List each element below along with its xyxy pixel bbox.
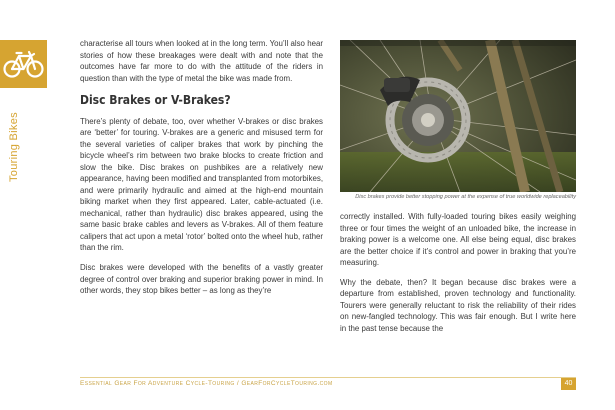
section-label-text: Touring Bikes [8,112,20,182]
footer-divider [80,377,576,378]
disc-brake-photo [340,40,576,192]
bicycle-icon [3,48,44,80]
body-paragraph: Why the debate, then? It began because disc brakes were a departure from established, proven technology and functionality. Tourers were generally reluctant to risk the reliability of their rides on new-fangled technology. This was fair enough. But I write here in the past tense because the [340,277,576,333]
section-label [0,92,47,182]
intro-paragraph: characterise all tours when looked at in the long term. You’ll also hear stories of how these breakages were dealt with and note that the outcomes have far more to do with the attitude of the riders in question than with the type of metal the bike was made from. [80,39,323,83]
section-tab [0,40,47,88]
page-number: 40 [561,378,576,390]
body-paragraph: There’s plenty of debate, too, over whether V-brakes or disc brakes are ‘better’ for touring. V-brakes are a generic and misused term for the several varieties of caliper brakes that work by pinching the bicycle wheel’s rim between two brake blocks to create friction and slow the bike. Disc brakes on pushbikes are a relatively new appearance, having been modified and transplanted from motorbikes, and were primarily hydraulic and aimed at the high-end mountain biking market when they first appeared. Later, cable-actuated (i.e. mechanical, rather than hydraulic) disc brakes appeared, using the same basic brake cables and levers as V-brakes. All of them feature calipers that act upon a metal ‘rotor’ bolted onto the wheel hub, rather than the rim. [80,116,324,253]
body-paragraph: correctly installed. With fully-loaded touring bikes easily weighing three or four times the weight of an unloaded bike, the increase in braking power is a welcome one. All else being equal, disc brakes are the better choice if it’s control and power in braking that you’re measuring. [340,212,576,268]
right-column [340,211,576,342]
body-paragraph: Disc brakes were developed with the benefits of a vastly greater degree of control over braking and superior braking power in mind. In other words, they stop bikes better – as long as they’re [80,263,323,296]
section-heading: Disc Brakes or V-Brakes? [80,93,231,108]
left-column [80,38,323,305]
photo-caption: Disc brakes provide better stopping power at the expense of true worldwide replaceability [355,194,576,200]
footer-text: Essential Gear For Adventure Cycle-Touring / GearForCycleTouring.com [80,380,333,387]
